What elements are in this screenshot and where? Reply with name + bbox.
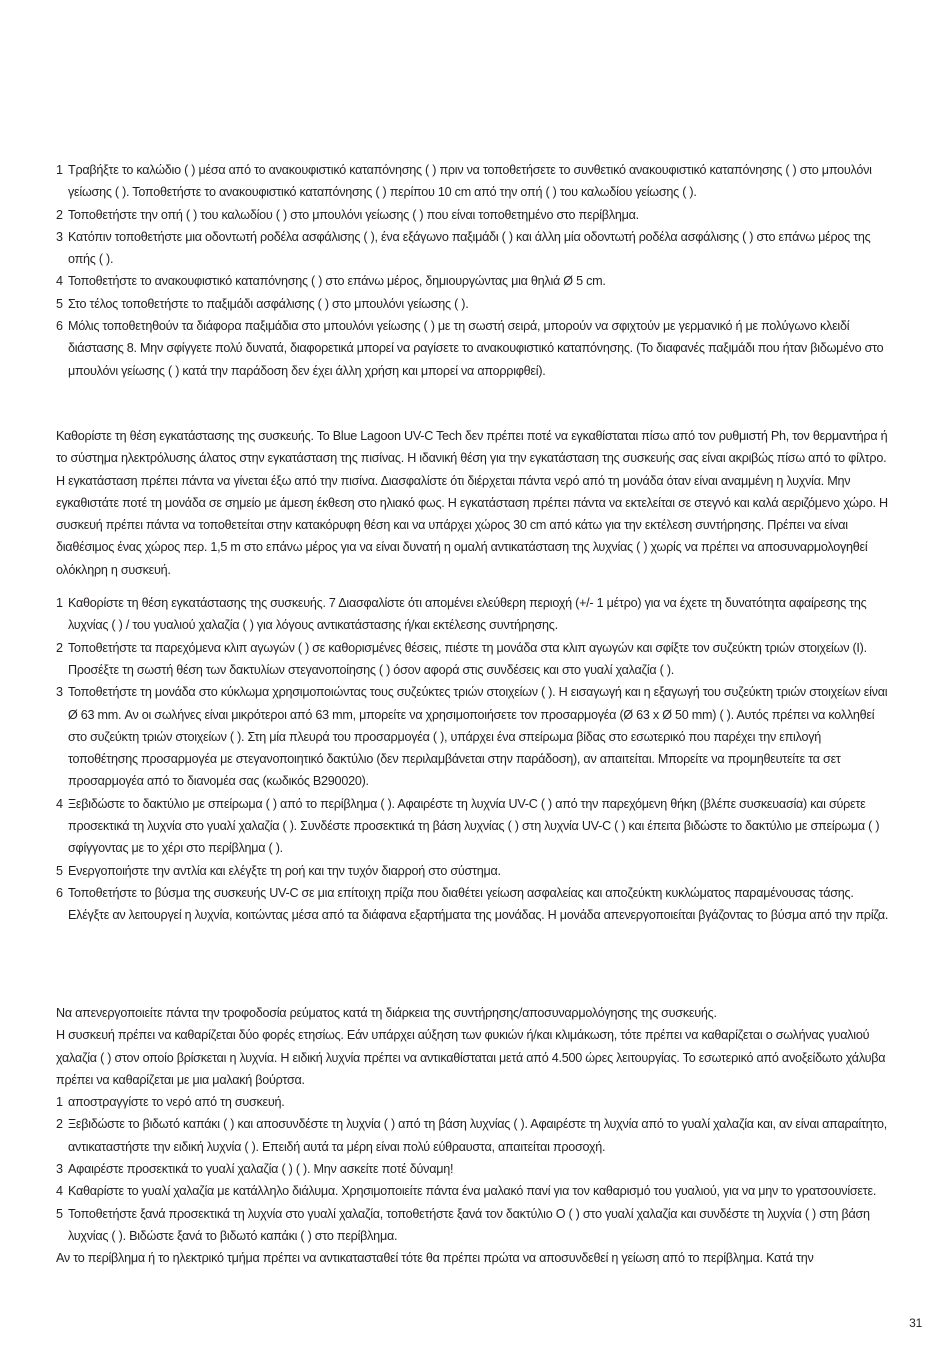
list-item [56,1113,892,1158]
list-item [56,637,892,682]
list-item-text: αποστραγγίστε το νερό από τη συσκευή. [68,1095,285,1110]
list-item [56,315,892,382]
list-item-text: Τοποθετήστε τα παρεχόμενα κλιπ αγωγών ( ) σε καθορισμένες θέσεις, πιέστε τη μονάδα στα κλιπ αγωγών και σφίξτε τον συζεύκτη τριών στοιχείων (I). Προσέξτε τη σωστή θέση των δακτυλίων στεγανοποίησης ( ) όσον αφορά στις συνδέσεις και στο γυαλί χαλαζία ( ). [68,640,867,677]
list-item-text: Καθαρίστε το γυαλί χαλαζία με κατάλληλο διάλυμα. Χρησιμοποιείτε πάντα ένα μαλακό πανί για τον καθαρισμό του γυαλιού, για να μην το γρατσουνίσετε. [68,1184,877,1199]
maintenance-footer: Αν το περίβλημα ή το ηλεκτρικό τμήμα πρέπει να αντικατασταθεί τότε θα πρέπει πρώτα να αποσυνδεθεί η γείωση από το περίβλημα. Κατά την [56,1251,814,1266]
list-item-text: Στο τέλος τοποθετήστε το παξιμάδι ασφάλισης ( ) στο μπουλόνι γείωσης ( ). [68,296,469,311]
list-item [56,681,892,792]
list-item-text: Μόλις τοποθετηθούν τα διάφορα παξιμάδια στο μπουλόνι γείωσης ( ) με τη σωστή σειρά, μπορούν να σφιχτούν με γερμανικό ή με πολύγωνο κλειδί διάστασης 8. Μην σφίγγετε πολύ δυνατά, διαφορετικά μπορεί να ραγίσετε το ανακουφιστικό καταπόνησης. (Το διαφανές παξιμάδι που ήταν βιδωμένο στο μπουλόνι γείωσης ( ) κατά την παράδοση δεν έχει άλλη χρήση και μπορεί να απορριφθεί). [68,319,884,378]
list-item [56,1158,892,1180]
list-item-number: 1 [56,163,63,177]
list-item-number: 6 [56,319,63,334]
list-item-number: 5 [56,1206,63,1221]
list-item-text: Ξεβιδώστε το δακτύλιο με σπείρωμα ( ) από το περίβλημα ( ). Αφαιρέστε τη λυχνία UV-C ( ) από την παρεχόμενη θήκη (βλέπε συσκευασία) και σύρετε προσεκτικά τη λυχνία στο γυαλί χαλαζία ( ). Συνδέστε προσεκτικά τη βάση λυχνίας ( ) στη λυχνία UV-C ( ) και έπειτα βιδώστε το δακτύλιο με σπείρωμα ( ) σφίγγοντας με το χέρι στο περίβλημα ( ). [68,796,880,856]
list-item-text: Ξεβιδώστε το βιδωτό καπάκι ( ) και αποσυνδέστε τη λυχνία ( ) από τη βάση λυχνίας ( ). Αφαιρέστε τη λυχνία από το γυαλί χαλαζία και, αν είναι απαραίτητο, αντικαταστήστε την ειδική λυχνία ( ). Επειδή αυτά τα μέρη είναι πολύ εύθραυστα, απαιτείται προσοχή. [68,1117,887,1154]
list-item [56,793,892,860]
list-item-text: Τοποθετήστε το βύσμα της συσκευής UV-C σε μια επίτοιχη πρίζα που διαθέτει γείωση ασφαλείας και αποζεύκτη κυκλώματος παραμένουσας τάσης. Ελέγξτε αν λειτουργεί η λυχνία, κοιτώντας μέσα από τα διάφανα εξαρτήματα της μονάδας. Η μονάδα απενεργοποιείται βγάζοντας το βύσμα από την πρίζα. [68,885,889,923]
maintenance-intro: Η συσκευή πρέπει να καθαρίζεται δύο φορές ετησίως. Εάν υπάρχει αύξηση των φυκιών ή/και κλιμάκωση, τότε πρέπει να καθαρίζεται ο σωλήνας γυαλιού χαλαζία ( ) στον οποίο βρίσκεται η λυχνία. Η ειδική λυχνία πρέπει να αντικαθίσταται μετά από 4.500 ώρες λειτουργίας. Το εσωτερικό από ανοξείδωτο χάλυβα πρέπει να καθαρίζεται με μια μαλακή βούρτσα. [56,1028,886,1087]
list-item-number: 6 [56,885,63,900]
list-item-number: 3 [56,1162,63,1177]
list-item-text: Τοποθετήστε το ανακουφιστικό καταπόνησης ( ) στο επάνω μέρος, δημιουργώντας μια θηλιά Ø 5 cm. [68,274,606,289]
list-item-text: Τραβήξτε το καλώδιο ( ) μέσα από το ανακουφιστικό καταπόνησης ( ) πριν να τοποθετήσετε το συνθετικό ανακουφιστικό καταπόνησης ( ) στο μπουλόνι γείωσης ( ). Τοποθετήστε το ανακουφιστικό καταπόνησης ( ) περίπου 10 cm από την οπή ( ) του καλωδίου γείωσης ( ). [68,163,872,200]
list-item-number: 5 [56,296,63,311]
list-item-number: 1 [56,1095,63,1110]
list-item-text: Τοποθετήστε την οπή ( ) του καλωδίου ( ) στο μπουλόνι γείωσης ( ) που είναι τοποθετημένο στο περίβλημα. [68,207,639,222]
list-item-number: 5 [56,863,63,878]
list-item-text: Τοποθετήστε τη μονάδα στο κύκλωμα χρησιμοποιώντας τους συζεύκτες τριών στοιχείων ( ). Η εισαγωγή και η εξαγωγή του συζεύκτη τριών στοιχείων είναι Ø 63 mm. Αν οι σωλήνες είναι μικρότεροι από 63 mm, μπορείτε να χρησιμοποιήσετε τον προσαρμογέα (Ø 63 x Ø 50 mm) ( ). Αυτός πρέπει να κολληθεί στο συζεύκτη τριών στοιχείων ( ). Στη μία πλευρά του προσαρμογέα ( ), υπάρχει ένα σπείρωμα βίδας στο εσωτερικό που παρέχει την επιλογή τοποθέτησης προσαρμογέα με στεγανοποιητικό δακτύλιο (δεν περιλαμβάνεται στην παράδοση), αν απαιτείται. Μπορείτε να προμηθευτείτε τα σετ προσαρμογέα από το διανομέα σας (κωδικός B290020). [68,685,888,789]
list-item [56,204,892,226]
list-item [56,226,892,271]
list-item-number: 1 [56,596,63,611]
list-item-number: 2 [56,640,63,655]
list-item-number: 3 [56,685,63,700]
grounding-steps-list [56,159,892,382]
list-item [56,592,892,637]
list-item [56,1180,892,1202]
list-item-text: Καθορίστε τη θέση εγκατάστασης της συσκευής. 7 Διασφαλίστε ότι απομένει ελεύθερη περιοχή (+/- 1 μέτρο) για να έχετε τη δυνατότητα αφαίρεσης της λυχνίας ( ) / του γυαλιού χαλαζία ( ) για λόγους αντικατάστασης ή/και εκτέλεσης συντήρησης. [68,596,867,633]
list-item-text: Αφαιρέστε προσεκτικά το γυαλί χαλαζία ( ) ( ). Μην ασκείτε ποτέ δύναμη! [68,1162,454,1177]
list-item [56,293,892,315]
list-item-number: 4 [56,796,63,811]
list-item-number: 2 [56,207,63,222]
grounding-steps [56,159,892,382]
list-item [56,159,892,204]
installation-section [56,425,892,927]
list-item-text: Τοποθετήστε ξανά προσεκτικά τη λυχνία στο γυαλί χαλαζία, τοποθετήστε ξανά τον δακτύλιο O ( ) στο γυαλί χαλαζία και συνδέστε τη λυχνία ( ) στη βάση λυχνίας ( ). Βιδώστε ξανά το βιδωτό καπάκι ( ) στο περίβλημα. [68,1206,870,1243]
list-item [56,1203,892,1248]
list-item-number: 4 [56,274,63,289]
list-item [56,270,892,292]
page-number: 31 [909,1316,922,1330]
maintenance-section [56,1002,892,1270]
maintenance-warning: Να απενεργοποιείτε πάντα την τροφοδοσία ρεύματος κατά τη διάρκεια της συντήρησης/αποσυναρμολόγησης της συσκευής. [56,1006,717,1020]
list-item-number: 2 [56,1117,63,1132]
installation-intro: Καθορίστε τη θέση εγκατάστασης της συσκευής. Το Blue Lagoon UV-C Tech δεν πρέπει ποτέ να εγκαθίσταται πίσω από τον ρυθμιστή Ph, τον θερμαντήρα ή το σύστημα ηλεκτρόλυσης άλατος στην εγκατάσταση της πισίνας. Η ιδανική θέση για την εγκατάσταση της συσκευής σας είναι ακριβώς πίσω από το φίλτρο. Η εγκατάσταση πρέπει πάντα να γίνεται έξω από την πισίνα. Διασφαλίστε ότι διέρχεται πάντα νερό από τη μονάδα όταν είναι αναμμένη η λυχνία. Μην εγκαθιστάτε ποτέ τη μονάδα σε σημείο με άμεση έκθεση στο ηλιακό φως. Η εγκατάσταση πρέπει πάντα να εκτελείται σε στεγνό και καλά αεριζόμενο χώρο. Η συσκευή πρέπει πάντα να τοποθετείται στην κατακόρυφη θέση και να υπάρχει χώρος 30 cm από κάτω για την εκτέλεση συντήρησης. Πρέπει να είναι διαθέσιμος ένας χώρος περ. 1,5 m στο επάνω μέρος για να είναι δυνατή η ομαλή αντικατάσταση της λυχνίας ( ) χωρίς να πρέπει να αποσυναρμολογηθεί ολόκληρη η συσκευή. [56,429,888,577]
list-item-number: 4 [56,1184,63,1199]
list-item [56,1091,892,1113]
list-item-text: Κατόπιν τοποθετήστε μια οδοντωτή ροδέλα ασφάλισης ( ), ένα εξάγωνο παξιμάδι ( ) και άλλη μία οδοντωτή ροδέλα ασφάλισης ( ) στο επάνω μέρος της οπής ( ). [68,229,871,267]
list-item-number: 3 [56,229,63,244]
installation-steps-list [56,592,892,926]
list-item [56,860,892,882]
list-item-text: Ενεργοποιήστε την αντλία και ελέγξτε τη ροή και την τυχόν διαρροή στο σύστημα. [68,863,501,878]
maintenance-steps-list [56,1091,892,1247]
list-item [56,882,892,927]
